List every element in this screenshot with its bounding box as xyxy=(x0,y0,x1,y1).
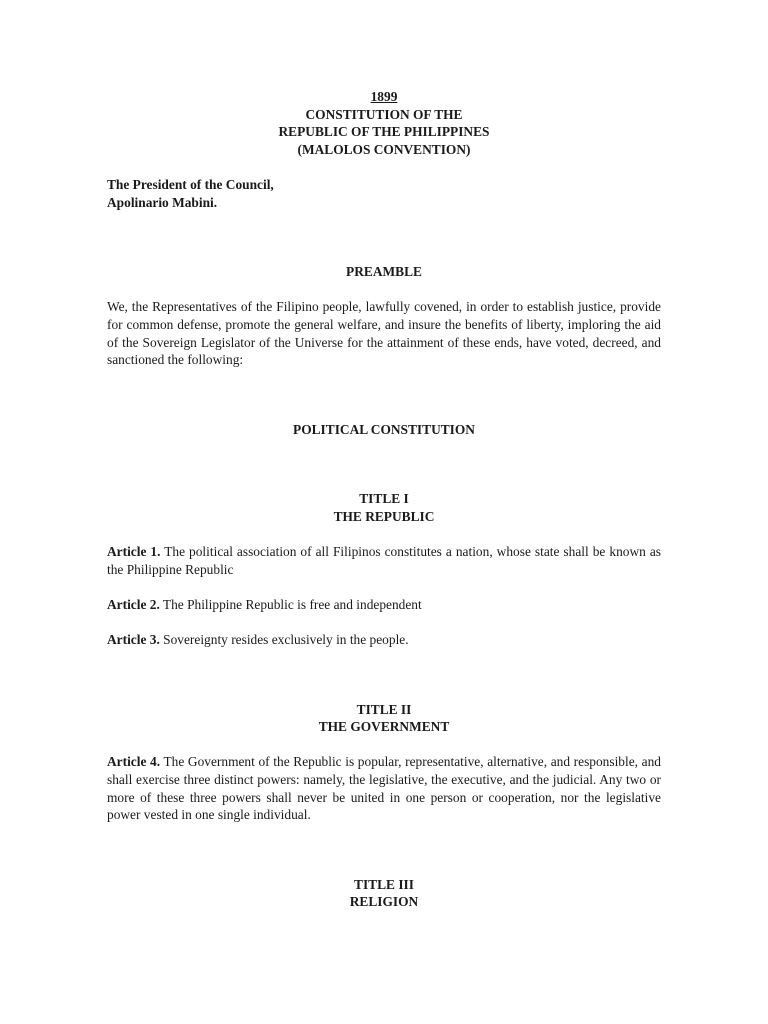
article-3-text: Sovereignty resides exclusively in the people. xyxy=(159,632,409,648)
article-4 xyxy=(107,753,661,823)
title-2-number: TITLE II xyxy=(356,701,412,717)
header-year: 1899 xyxy=(370,89,398,104)
document-page xyxy=(107,88,661,911)
article-4-label: Article 4. xyxy=(107,754,161,770)
header-line-1: CONSTITUTION OF THE xyxy=(305,106,463,122)
article-3 xyxy=(107,631,661,649)
preamble-text: We, the Representatives of the Filipino people, lawfully covened, in order to establish justice, provide for common defense, promote the general welfare, and insure the benefits of liberty, imploring the aid of the Sovereign Legislator of the Universe for the attainment of these ends, have voted, decreed, and sanctioned the following: xyxy=(107,299,661,368)
document-header xyxy=(107,88,661,158)
signatory-line-2: Apolinario Mabini. xyxy=(107,194,218,210)
signatory-block xyxy=(107,176,661,211)
title-3-heading xyxy=(107,876,661,911)
title-1-name: THE REPUBLIC xyxy=(333,508,435,524)
article-2-text: The Philippine Republic is free and independent xyxy=(159,596,422,612)
header-line-2: REPUBLIC OF THE PHILIPPINES xyxy=(278,124,490,140)
political-constitution-heading: POLITICAL CONSTITUTION xyxy=(293,421,475,437)
title-3-number: TITLE III xyxy=(354,876,414,892)
signatory-line-1: The President of the Council, xyxy=(107,176,274,192)
title-2-name: THE GOVERNMENT xyxy=(318,719,450,735)
title-2-heading xyxy=(107,701,661,736)
article-2 xyxy=(107,596,661,614)
title-1-heading xyxy=(107,490,661,525)
article-4-text: The Government of the Republic is popular, representative, alternative, and responsible, and shall exercise three distinct powers: namely, the legislative, the executive, and the judicial. Any two or more of these three powers shall never be united in one person or cooperation, nor the legislative power vested in one single individual. xyxy=(107,754,661,823)
title-1-number: TITLE I xyxy=(359,491,409,507)
article-2-label: Article 2. xyxy=(107,596,160,612)
article-3-label: Article 3. xyxy=(107,632,160,648)
preamble-heading: PREAMBLE xyxy=(346,264,422,280)
article-1-text: The political association of all Filipinos constitutes a nation, whose state shall be known as the Philippine Republic xyxy=(107,544,661,577)
article-1 xyxy=(107,543,661,578)
header-line-3: (MALOLOS CONVENTION) xyxy=(297,141,471,157)
title-3-name: RELIGION xyxy=(349,894,419,910)
article-1-label: Article 1. xyxy=(107,544,161,560)
